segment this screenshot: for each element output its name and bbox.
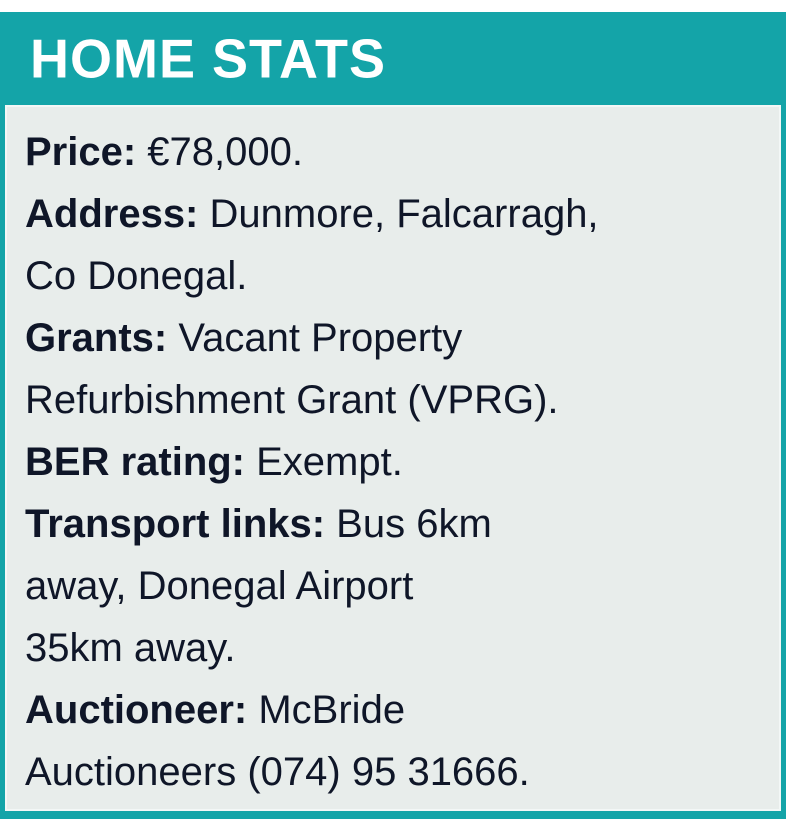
stat-line (25, 245, 763, 307)
stat-label: Transport links: (25, 502, 326, 546)
stat-value: Co Donegal. (25, 254, 248, 298)
stat-line (25, 679, 763, 741)
stat-value: Vacant Property (167, 316, 463, 360)
home-stats-panel (0, 12, 786, 819)
stat-line (25, 617, 763, 679)
panel-title: HOME STATS (30, 27, 386, 90)
panel-body (5, 105, 781, 811)
stat-label: Grants: (25, 316, 168, 360)
stat-value: €78,000. (136, 130, 303, 174)
stat-line (25, 121, 763, 183)
panel-header (0, 12, 786, 105)
stat-value: Auctioneers (074) 95 31666. (25, 750, 530, 794)
stat-line (25, 431, 763, 493)
stat-value: away, Donegal Airport (25, 564, 414, 608)
stat-label: Address: (25, 192, 199, 236)
stat-line (25, 493, 763, 555)
stat-value: Exempt. (245, 440, 403, 484)
stat-value: Dunmore, Falcarragh, (198, 192, 599, 236)
stat-value: Bus 6km (325, 502, 492, 546)
stat-line (25, 741, 763, 803)
stat-value: McBride (247, 688, 406, 732)
stat-line (25, 307, 763, 369)
stat-value: 35km away. (25, 626, 236, 670)
stats-list (25, 121, 763, 803)
stat-value: Refurbishment Grant (VPRG). (25, 378, 559, 422)
stat-line (25, 555, 763, 617)
stat-line (25, 369, 763, 431)
stat-line (25, 183, 763, 245)
stat-label: Price: (25, 130, 137, 174)
stat-label: BER rating: (25, 440, 245, 484)
stat-label: Auctioneer: (25, 688, 248, 732)
